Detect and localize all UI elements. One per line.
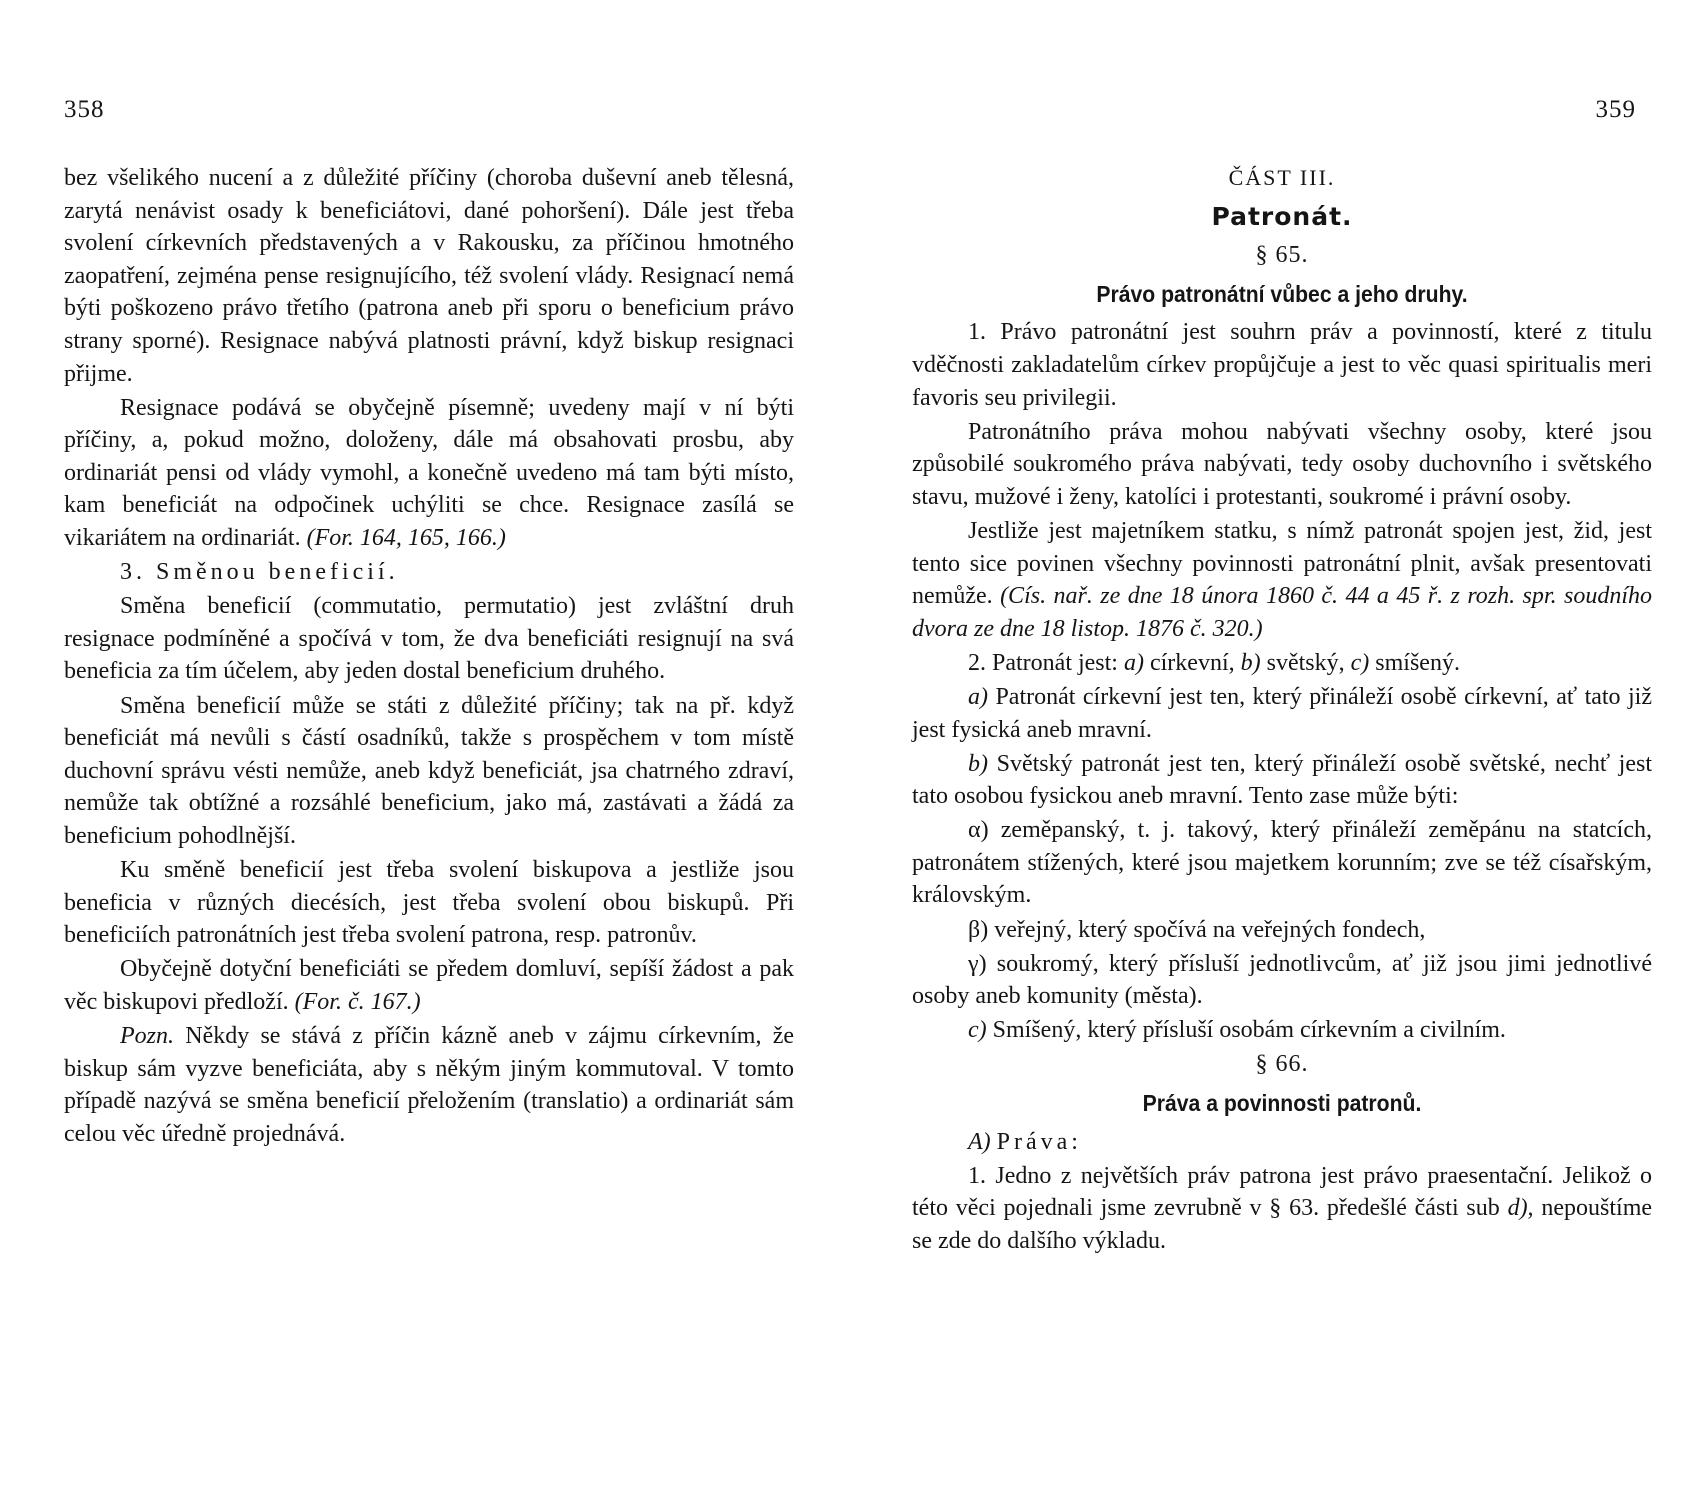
paragraph: Patronátního práva mohou nabývati všechny osoby, které jsou způsobilé soukromého práva nabývati, tedy osoby duchovního i světského stavu, mužové i ženy, katolíci i protestanti, soukromé i právní osoby. bbox=[912, 418, 1652, 510]
section-heading: Práva a povinnosti patronů. bbox=[1142, 1090, 1422, 1117]
paragraph: Směna beneficií může se státi z důležité příčiny; tak na př. když beneficiát má nevůli s částí osadníků, takže s prospěchem v tom místě duchovní správu vésti nemůže, aneb když beneficiát, jsa chatrného zdraví, nemůže tak obtížné a rozsáhlé beneficium, jako má, zastávati a žádá za beneficium pohodlnější. bbox=[64, 692, 794, 849]
note-paragraph: Pozn. Někdy se stává z příčin kázně aneb v zájmu církevním, že biskup sám vyzve beneficiáta, aby s někým jiným kommutoval. V tomto případě nazývá se směna beneficií přeložením (translatio) a ordinariát sám celou věc úředně projednává. bbox=[64, 1022, 794, 1147]
paragraph: 1. Právo patronátní jest souhrn práv a povinností, které z titulu vděčnosti zakladatelům církev propůjčuje a jest to věc quasi spiritualis meri favoris seu privilegii. bbox=[912, 319, 1652, 411]
reference: (For. 164, 165, 166.) bbox=[306, 525, 506, 552]
list-item: β) veřejný, který spočívá na veřejných fondech, bbox=[968, 916, 1426, 943]
paragraph: Resignace podává se obyčejně písemně; uvedeny mají v ní býti příčiny, a, pokud možno, doloženy, dále má obsahovati prosbu, aby ordinariát pensi od vlády vymohl, a konečně uvedeno má tam býti místo, kam beneficiát na odpočinek uchýliti se chce. Resignace zasílá se vikariátem na ordinariát. (For. 164, 165, 166.) bbox=[64, 394, 794, 552]
subheading: A) Práva: bbox=[968, 1128, 1082, 1155]
list-item: α) zeměpanský, t. j. takový, který přináleží zeměpánu na statcích, patronátem stížených, které jsou majetkem korunním; zve se též císařským, královským. bbox=[912, 817, 1652, 909]
right-page bbox=[850, 0, 1700, 1500]
text-column bbox=[64, 162, 794, 1152]
paragraph: 2. Patronát jest: a) církevní, b) světský, c) smíšený. bbox=[968, 649, 1460, 676]
page-number: 359 bbox=[1595, 96, 1636, 123]
paragraph: 1. Jedno z největších práv patrona jest právo praesentační. Jelikož o této věci pojednali jsme zevrubně v § 63. předešlé části sub d), nepouštíme se zde do dalšího výkladu. bbox=[912, 1162, 1653, 1254]
paragraph: bez všelikého nucení a z důležité příčiny (choroba duševní aneb tělesná, zarytá nenávist osady k beneficiátovi, dané pohoršení). Dále jest třeba svolení církevních představených a v Rakousku, za příčinou hmotného zaopatření, zejména pense resignujícího, též svolení vlády. Resignací nemá býti poškozeno právo třetího (patrona aneb při sporu o beneficium právo strany sporné). Resignace nabývá platnosti právní, když biskup resignaci přijme. bbox=[64, 165, 794, 387]
reference: (For. č. 167.) bbox=[294, 988, 421, 1015]
paragraph: b) Světský patronát jest ten, který přináleží osobě světské, nechť jest tato osobou fysickou aneb mravní. Tento zase může býti: bbox=[912, 750, 1652, 810]
reference: (Cís. nař. ze dne 18 února 1860 č. 44 a 45 ř. z rozh. spr. soudního dvora ze dne 18 listop. 1876 č. 320.) bbox=[912, 583, 1653, 642]
section-number: § 65. bbox=[1255, 242, 1309, 269]
section-number: § 66. bbox=[1255, 1051, 1309, 1078]
section-heading: Právo patronátní vůbec a jeho druhy. bbox=[1096, 280, 1468, 307]
subheading: 3. Směnou beneficií. bbox=[120, 559, 399, 586]
list-item: c) Smíšený, který přísluší osobám církevním a civilním. bbox=[968, 1017, 1506, 1044]
paragraph: Směna beneficií (commutatio, permutatio) jest zvláštní druh resignace podmíněné a spočívá v tom, že dva beneficiáti resignují na svá beneficia za tím účelem, aby jeden dostal beneficium druhého. bbox=[64, 593, 794, 685]
note-label: Pozn. bbox=[120, 1022, 174, 1049]
paragraph: a) Patronát církevní jest ten, který přináleží osobě církevní, ať tato již jest fysická aneb mravní. bbox=[912, 683, 1652, 743]
paragraph: Jestliže jest majetníkem statku, s nímž patronát spojen jest, žid, jest tento sice povinen všechny povinnosti patronátní plnit, avšak presentovati nemůže. (Cís. nař. ze dne 18 února 1860 č. 44 a 45 ř. z rozh. spr. soudního dvora ze dne 18 listop. 1876 č. 320.) bbox=[912, 517, 1653, 642]
paragraph: Obyčejně dotyční beneficiáti se předem domluví, sepíší žádost a pak věc biskupovi předloží. (For. č. 167.) bbox=[64, 956, 794, 1015]
page-number: 358 bbox=[64, 96, 105, 123]
paragraph: Ku směně beneficií jest třeba svolení biskupova a jestliže jsou beneficia v různých diecésích, jest třeba svolení obou biskupů. Při beneficiích patronátních jest třeba svolení patrona, resp. patronův. bbox=[64, 856, 794, 949]
part-name: Patronát. bbox=[1211, 201, 1353, 231]
list-item: γ) soukromý, který přísluší jednotlivcům, ať již jsou jimi jednotlivé osoby aneb komunity (města). bbox=[912, 950, 1653, 1010]
part-title: ČÁST III. bbox=[1228, 165, 1336, 190]
text-column bbox=[912, 162, 1652, 1259]
